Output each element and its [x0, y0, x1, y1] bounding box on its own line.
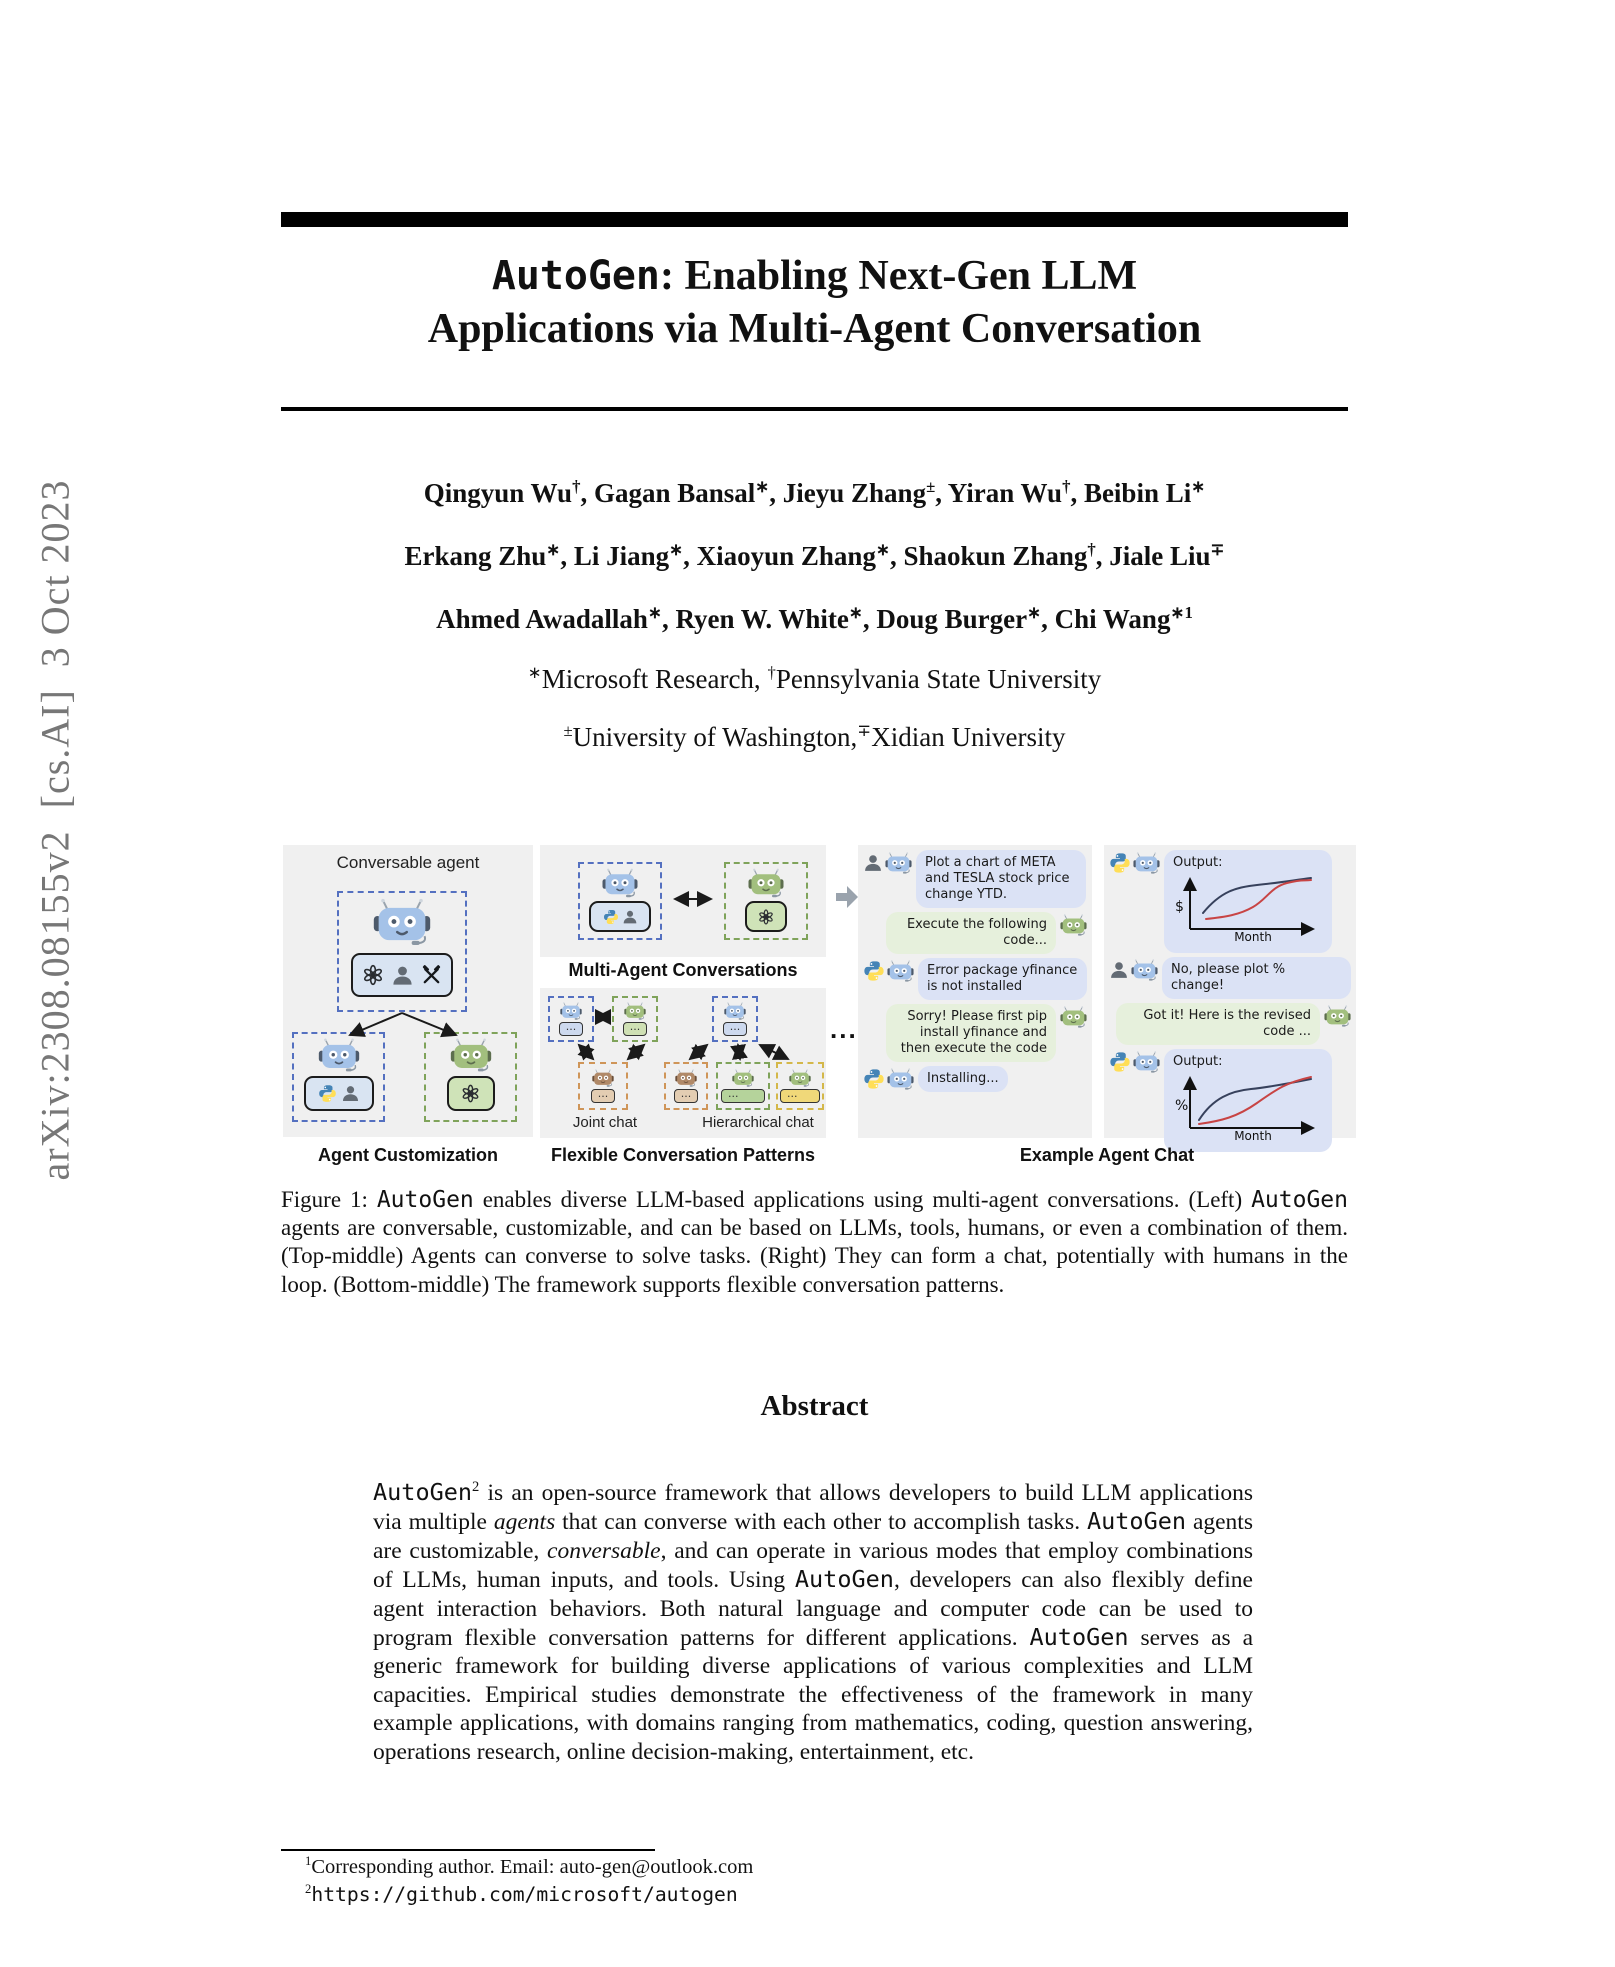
chart-ylabel: $: [1175, 899, 1184, 915]
chat-bubble-text: Got it! Here is the revised code ...: [1143, 1008, 1311, 1039]
multi-agent-conversations-label: Multi-Agent Conversations: [568, 960, 798, 980]
conversable-agent-label: Conversable agent: [336, 853, 480, 872]
chat-bubble-text: Output:: [1173, 855, 1223, 870]
mini-chip: ...: [559, 1022, 584, 1036]
top-rule: [281, 212, 1348, 227]
chat-bubble-text: Execute the following code...: [906, 917, 1047, 948]
title-line-2: Applications via Multi-Agent Conversation: [427, 306, 1202, 352]
mini-chip: ...: [623, 1022, 648, 1036]
mini-chip: ...: [780, 1089, 820, 1103]
chart-xlabel: Month: [1234, 1129, 1272, 1142]
chat-bubble-text: Plot a chart of META and TESLA stock price change YTD.: [925, 855, 1070, 902]
affiliation-line: ∗Microsoft Research, †Pennsylvania State University: [527, 663, 1102, 694]
author-line: Erkang Zhu∗, Li Jiang∗, Xiaoyun Zhang∗, Shaokun Zhang†, Jiale Liu∓: [404, 540, 1225, 571]
mini-chip: ...: [674, 1089, 699, 1103]
hierarchical-chat-label: Hierarchical chat: [702, 1114, 814, 1131]
footnote-rule: [281, 1849, 655, 1851]
joint-chat-label: Joint chat: [572, 1114, 638, 1131]
panel-caption-example-chat: Example Agent Chat: [1019, 1145, 1195, 1165]
paper-title: [281, 250, 1348, 356]
author-line: Ahmed Awadallah∗, Ryen W. White∗, Doug Burger∗, Chi Wang$^{∗1}$: [436, 603, 1193, 634]
ellipsis-label: ...: [830, 1014, 858, 1044]
gray-arrow-icon: [836, 886, 858, 908]
author-line: Qingyun Wu†, Gagan Bansal∗, Jieyu Zhang±, Yiran Wu†, Beibin Li∗: [423, 477, 1206, 508]
chart-ylabel: %: [1175, 1098, 1189, 1114]
panel-caption-agent-customization: Agent Customization: [318, 1145, 498, 1165]
chat-bubble-text: Sorry! Please first pip install yfinance and then execute the code: [900, 1009, 1047, 1056]
title-line-1: AutoGen: Enabling Next-Gen LLM: [491, 253, 1138, 299]
chat-bubble-text: No, please plot % change!: [1171, 962, 1286, 993]
chat-bubble-text: Output:: [1173, 1054, 1223, 1069]
chat-bubble-text: Installing...: [927, 1071, 999, 1086]
mini-chip: ...: [723, 1022, 748, 1036]
figure-arrows: [283, 843, 1360, 1140]
affiliation-line: ±University of Washington,∓Xidian University: [563, 721, 1066, 752]
github-link[interactable]: https://github.com/microsoft/autogen: [311, 1883, 738, 1906]
abstract-body: AutoGen$^2$ is an open-source framework that allows developers to build LLM applications via multiple agents that can converse with each other to accomplish tasks. AutoGen agents are customizable, conversable, and can operate in various modes that employ combinations of LLMs, human inputs, and tools. Using AutoGen, developers can also flexibly define agent interaction behaviors. Both natural language and computer code can be used to program flexible conversation patterns for different applications. AutoGen serves as a generic framework for building diverse applications of various complexities and LLM capacities. Empirical studies demonstrate the effectiveness of the framework in many example applications, with domains ranging from mathematics, coding, question answering, operations research, online decision-making, entertainment, etc.: [373, 1478, 1253, 1765]
chart-xlabel: Month: [1234, 930, 1272, 943]
footnote-github-url: $^2$https://github.com/microsoft/autogen: [305, 1882, 738, 1906]
footnote-corresponding-author: $^1$Corresponding author. Email: auto-gen@outlook.com: [305, 1854, 754, 1878]
title-rule: [281, 407, 1348, 411]
panel-caption-flexible-patterns: Flexible Conversation Patterns: [550, 1145, 816, 1165]
mini-chip: ...: [591, 1089, 616, 1103]
arxiv-watermark: arXiv:2308.08155v2 [cs.AI] 3 Oct 2023: [32, 479, 78, 1181]
abstract-heading: Abstract: [760, 1390, 869, 1422]
mini-chip: ...: [721, 1089, 765, 1103]
chat-bubble-text: Error package yfinance is not installed: [927, 963, 1078, 994]
figure-caption: Figure 1: AutoGen enables diverse LLM-based applications using multi-agent conversations. (Left) AutoGen agents are conversable, customizable, and can be based on LLMs, tools, humans, or even a combination of them. (Top-middle) Agents can converse to solve tasks. (Right) They can form a chat, potentially with humans in the loop. (Bottom-middle) The framework supports flexible conversation patterns.: [281, 1187, 1348, 1297]
